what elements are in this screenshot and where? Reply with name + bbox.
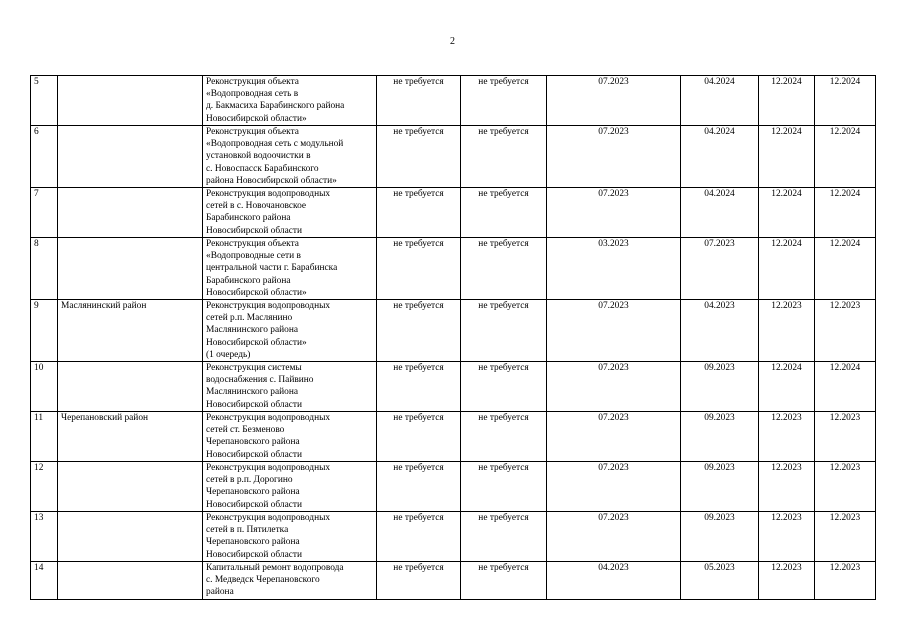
completion-date-cell: 04.2024 bbox=[681, 126, 759, 188]
district-cell bbox=[58, 188, 203, 238]
object-name-line: Капитальный ремонт водопровода bbox=[206, 563, 344, 574]
object-name-line: сетей в с. Новочановское bbox=[206, 201, 307, 212]
district-cell bbox=[58, 126, 203, 188]
table-row bbox=[31, 362, 876, 412]
expertise-cell: не требуется bbox=[461, 362, 547, 412]
object-name-line: района Новосибирской области» bbox=[206, 175, 337, 186]
object-name-cell bbox=[203, 562, 377, 600]
completion-date-cell: 09.2023 bbox=[681, 412, 759, 462]
object-name-cell bbox=[203, 512, 377, 562]
completion-date-cell: 09.2023 bbox=[681, 362, 759, 412]
expertise-cell: не требуется bbox=[461, 300, 547, 362]
project-docs-cell: не требуется bbox=[377, 126, 461, 188]
object-name-cell bbox=[203, 462, 377, 512]
completion-date-cell: 09.2023 bbox=[681, 512, 759, 562]
start-date-cell: 03.2023 bbox=[547, 238, 681, 300]
start-date-cell: 07.2023 bbox=[547, 462, 681, 512]
table-row bbox=[31, 462, 876, 512]
object-name-line: (1 очередь) bbox=[206, 349, 251, 360]
row-number-cell: 5 bbox=[31, 76, 58, 126]
district-cell: Маслянинский район bbox=[58, 300, 203, 362]
final-date-cell: 12.2024 bbox=[815, 126, 876, 188]
district-cell bbox=[58, 76, 203, 126]
table-row bbox=[31, 562, 876, 600]
table-row bbox=[31, 76, 876, 126]
expertise-cell: не требуется bbox=[461, 462, 547, 512]
object-name-line: Черепановского района bbox=[206, 437, 300, 448]
commissioning-date-cell: 12.2023 bbox=[759, 562, 815, 600]
object-name-cell bbox=[203, 412, 377, 462]
object-name-line: установкой водоочистки в bbox=[206, 151, 311, 162]
district-cell bbox=[58, 562, 203, 600]
object-name-line: Новосибирской области bbox=[206, 449, 303, 460]
row-number-cell: 11 bbox=[31, 412, 58, 462]
commissioning-date-cell: 12.2024 bbox=[759, 238, 815, 300]
object-name-line: центральной части г. Барабинска bbox=[206, 263, 338, 274]
row-number-cell: 13 bbox=[31, 512, 58, 562]
start-date-cell: 07.2023 bbox=[547, 512, 681, 562]
object-name-cell bbox=[203, 300, 377, 362]
final-date-cell: 12.2023 bbox=[815, 562, 876, 600]
project-docs-cell: не требуется bbox=[377, 188, 461, 238]
object-name-cell bbox=[203, 188, 377, 238]
expertise-cell: не требуется bbox=[461, 512, 547, 562]
object-name-line: Новосибирской области bbox=[206, 499, 303, 510]
final-date-cell: 12.2023 bbox=[815, 412, 876, 462]
start-date-cell: 07.2023 bbox=[547, 412, 681, 462]
object-name-line: Барабинского района bbox=[206, 275, 291, 286]
start-date-cell: 07.2023 bbox=[547, 76, 681, 126]
start-date-cell: 04.2023 bbox=[547, 562, 681, 600]
expertise-cell: не требуется bbox=[461, 76, 547, 126]
start-date-cell: 07.2023 bbox=[547, 126, 681, 188]
final-date-cell: 12.2023 bbox=[815, 512, 876, 562]
row-number-cell: 6 bbox=[31, 126, 58, 188]
final-date-cell: 12.2023 bbox=[815, 300, 876, 362]
table-row bbox=[31, 412, 876, 462]
expertise-cell: не требуется bbox=[461, 238, 547, 300]
completion-date-cell: 09.2023 bbox=[681, 462, 759, 512]
object-name-cell bbox=[203, 362, 377, 412]
object-name-line: Черепановского района bbox=[206, 537, 300, 548]
completion-date-cell: 04.2023 bbox=[681, 300, 759, 362]
project-docs-cell: не требуется bbox=[377, 462, 461, 512]
object-name-line: района bbox=[206, 587, 234, 598]
object-name-line: Реконструкция водопроводных bbox=[206, 513, 331, 524]
object-name-line: Новосибирской области» bbox=[206, 337, 307, 348]
commissioning-date-cell: 12.2024 bbox=[759, 362, 815, 412]
object-name-line: с. Медведск Черепановского bbox=[206, 575, 320, 586]
table-row bbox=[31, 126, 876, 188]
table-row bbox=[31, 300, 876, 362]
object-name-line: Реконструкция водопроводных bbox=[206, 413, 331, 424]
final-date-cell: 12.2024 bbox=[815, 238, 876, 300]
start-date-cell: 07.2023 bbox=[547, 362, 681, 412]
object-name-line: «Водопроводная сеть с модульной bbox=[206, 139, 344, 150]
object-name-line: Реконструкция водопроводных bbox=[206, 189, 331, 200]
row-number-cell: 12 bbox=[31, 462, 58, 512]
district-cell bbox=[58, 362, 203, 412]
page-number: 2 bbox=[450, 36, 455, 47]
final-date-cell: 12.2023 bbox=[815, 462, 876, 512]
final-date-cell: 12.2024 bbox=[815, 76, 876, 126]
commissioning-date-cell: 12.2024 bbox=[759, 76, 815, 126]
project-docs-cell: не требуется bbox=[377, 300, 461, 362]
object-name-line: сетей в п. Пятилетка bbox=[206, 525, 289, 536]
district-cell bbox=[58, 512, 203, 562]
district-cell: Черепановский район bbox=[58, 412, 203, 462]
expertise-cell: не требуется bbox=[461, 562, 547, 600]
row-number-cell: 14 bbox=[31, 562, 58, 600]
object-name-line: Новосибирской области bbox=[206, 399, 303, 410]
district-cell bbox=[58, 238, 203, 300]
table-body bbox=[31, 76, 876, 600]
final-date-cell: 12.2024 bbox=[815, 362, 876, 412]
project-docs-cell: не требуется bbox=[377, 562, 461, 600]
object-name-line: «Водопроводная сеть в bbox=[206, 89, 299, 100]
table-row bbox=[31, 188, 876, 238]
expertise-cell: не требуется bbox=[461, 188, 547, 238]
completion-date-cell: 04.2024 bbox=[681, 188, 759, 238]
completion-date-cell: 05.2023 bbox=[681, 562, 759, 600]
object-name-line: с. Новоспасск Барабинского bbox=[206, 163, 319, 174]
commissioning-date-cell: 12.2023 bbox=[759, 300, 815, 362]
commissioning-date-cell: 12.2024 bbox=[759, 126, 815, 188]
object-name-line: Новосибирской области bbox=[206, 225, 303, 236]
completion-date-cell: 07.2023 bbox=[681, 238, 759, 300]
project-docs-cell: не требуется bbox=[377, 512, 461, 562]
district-cell bbox=[58, 462, 203, 512]
object-name-line: Маслянинского района bbox=[206, 325, 299, 336]
project-docs-cell: не требуется bbox=[377, 76, 461, 126]
row-number-cell: 9 bbox=[31, 300, 58, 362]
object-name-cell bbox=[203, 238, 377, 300]
object-name-cell bbox=[203, 126, 377, 188]
object-name-line: «Водопроводные сети в bbox=[206, 251, 301, 262]
table-row bbox=[31, 238, 876, 300]
final-date-cell: 12.2024 bbox=[815, 188, 876, 238]
object-name-line: Реконструкция объекта bbox=[206, 77, 299, 87]
object-name-line: Новосибирской области» bbox=[206, 113, 307, 124]
object-name-line: Реконструкция водопроводных bbox=[206, 463, 331, 474]
object-name-line: Реконструкция системы bbox=[206, 363, 302, 374]
schedule-table bbox=[30, 75, 876, 600]
row-number-cell: 10 bbox=[31, 362, 58, 412]
start-date-cell: 07.2023 bbox=[547, 300, 681, 362]
object-name-line: Реконструкция объекта bbox=[206, 127, 299, 137]
commissioning-date-cell: 12.2023 bbox=[759, 462, 815, 512]
object-name-line: сетей ст. Безменово bbox=[206, 425, 285, 436]
project-docs-cell: не требуется bbox=[377, 412, 461, 462]
object-name-line: Маслянинского района bbox=[206, 387, 299, 398]
object-name-line: сетей в р.п. Дорогино bbox=[206, 475, 293, 486]
object-name-cell bbox=[203, 76, 377, 126]
completion-date-cell: 04.2024 bbox=[681, 76, 759, 126]
commissioning-date-cell: 12.2023 bbox=[759, 412, 815, 462]
commissioning-date-cell: 12.2023 bbox=[759, 512, 815, 562]
expertise-cell: не требуется bbox=[461, 126, 547, 188]
object-name-line: Новосибирской области bbox=[206, 549, 303, 560]
expertise-cell: не требуется bbox=[461, 412, 547, 462]
commissioning-date-cell: 12.2024 bbox=[759, 188, 815, 238]
start-date-cell: 07.2023 bbox=[547, 188, 681, 238]
object-name-line: Реконструкция объекта bbox=[206, 239, 299, 250]
object-name-line: водоснабжения с. Пайвино bbox=[206, 375, 314, 386]
object-name-line: Реконструкция водопроводных bbox=[206, 301, 331, 312]
table-row bbox=[31, 512, 876, 562]
row-number-cell: 7 bbox=[31, 188, 58, 238]
row-number-cell: 8 bbox=[31, 238, 58, 300]
object-name-line: Барабинского района bbox=[206, 213, 291, 224]
object-name-line: д. Бакмасиха Барабинского района bbox=[206, 101, 345, 112]
object-name-line: Черепановского района bbox=[206, 487, 300, 498]
project-docs-cell: не требуется bbox=[377, 362, 461, 412]
object-name-line: Новосибирской области» bbox=[206, 287, 307, 298]
object-name-line: сетей р.п. Маслянино bbox=[206, 313, 293, 324]
project-docs-cell: не требуется bbox=[377, 238, 461, 300]
